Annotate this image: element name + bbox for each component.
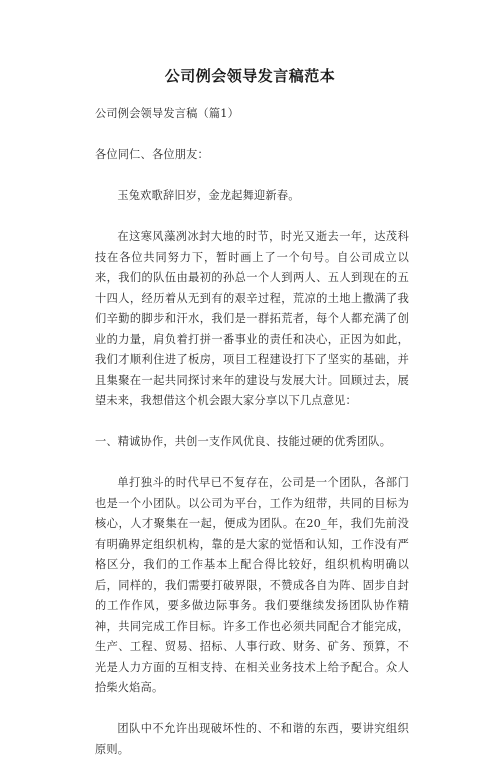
document-subtitle: 公司例会领导发言稿（篇1） — [95, 107, 239, 120]
paragraph-review: 在这寒风藻冽冰封大地的时节，时光又逝去一年，达茂科技在各位共同努力下，暂时画上了一个句号。自公司成立以来，我们的队伍由最初的孙总一个人到两人、五人到现在的五十四人，经历着从无到有的艰辛过程，荒凉的土地上撒满了我们辛勤的脚步和汗水，我们是一群拓荒者，每个人都充满了创业的力量，肩负着打拼一番事业的责任和决心，正因为如此，我们才顺利住进了板房，项目工程建设打下了坚实的基础，并且集聚在一起共同探讨来年的建设与发展大计。回顾过去，展望未来，我想借这个机会跟大家分享以下几点意见： — [95, 230, 409, 407]
document-title: 公司例会领导发言稿范本 — [164, 67, 336, 85]
paragraph-teamwork: 单打独斗的时代早已不复存在，公司是一个团队，各部门也是一个小团队。以公司为平台，工作为纽带，共同的目标为核心，人才聚集在一起，便成为团队。在20_年，我们先前没有明确界定组织机构，靠的是大家的觉悟和认知，工作没有严格区分，我们的工作基本上配合得比较好，组织机构明确以后，同样的，我们需要打破界限，不赞成各自为阵、固步自封的工作作风，要多做边际事务。我们要继续发扬团队协作精神，共同完成工作目标。许多工作也必须共同配合才能完成，生产、工程、贸易、招标、人事行政、财务、矿务、预算，不光是人力方面的互相支持、在相关业务技术上给予配合。众人拾柴火焰高。 — [95, 476, 409, 694]
section-heading-1: 一、精诚协作，共创一支作风优良、技能过硬的优秀团队。 — [95, 435, 392, 448]
salutation: 各位同仁、各位朋友： — [95, 148, 209, 161]
document-body — [95, 104, 409, 781]
paragraph-opening: 玉兔欢歌辞旧岁，金龙起舞迎新春。 — [117, 189, 300, 202]
paragraph-principle: 团队中不允许出现破坏性的、不和谐的东西，要讲究组织原则。 — [95, 722, 409, 756]
